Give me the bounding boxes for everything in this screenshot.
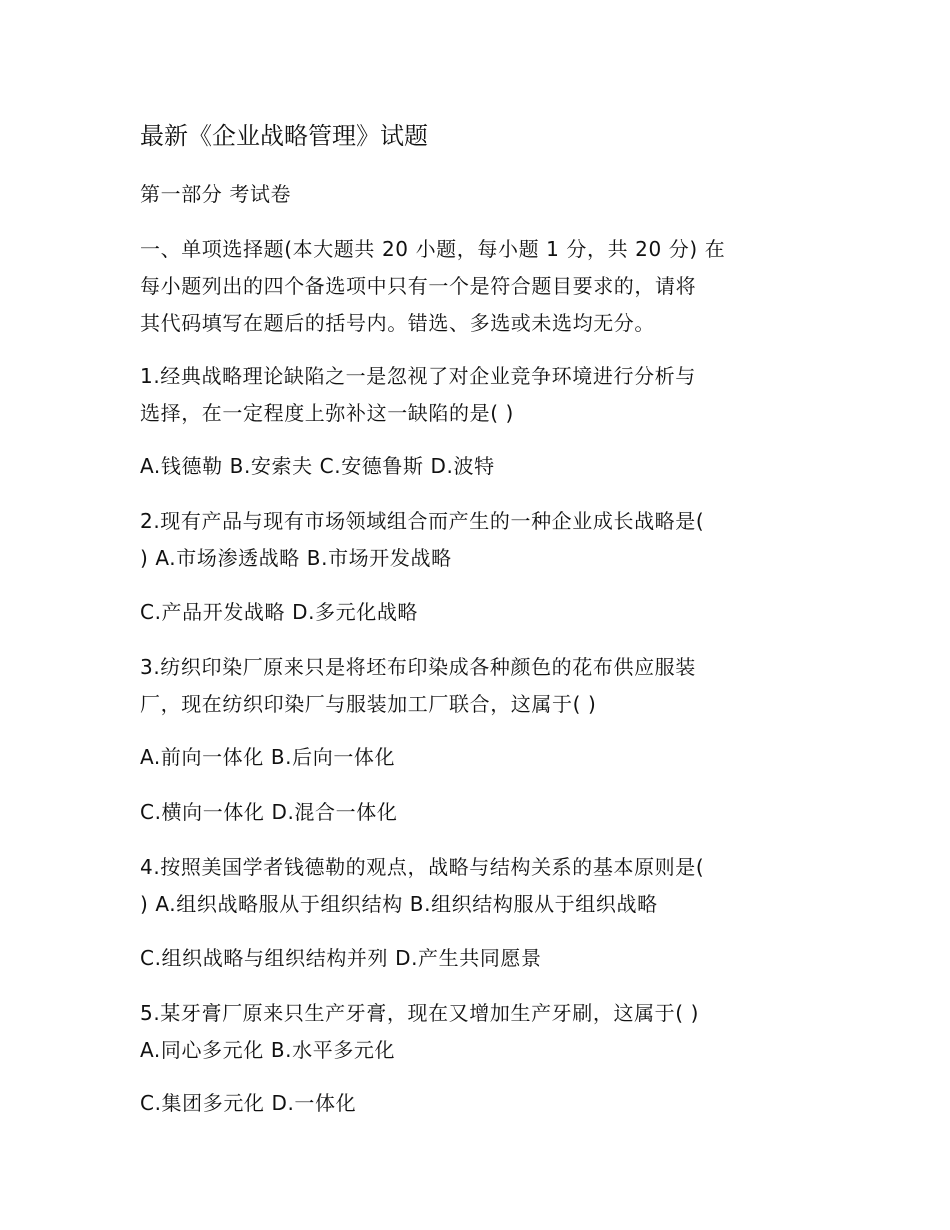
instructions-line: 每小题列出的四个备选项中只有一个是符合题目要求的，请将	[140, 274, 697, 298]
question-1-options	[140, 448, 820, 485]
question-3-options-b	[140, 794, 820, 831]
question-3	[140, 649, 820, 723]
options-line: C.横向一体化 D.混合一体化	[140, 800, 398, 824]
question-line: ) A.市场渗透战略 B.市场开发战略	[140, 546, 452, 570]
instructions-line: 其代码填写在题后的括号内。错选、多选或未选均无分。	[140, 311, 655, 335]
question-1	[140, 358, 820, 432]
section-heading-text: 第一部分 考试卷	[140, 182, 292, 206]
options-line: A.钱德勒 B.安索夫 C.安德鲁斯 D.波特	[140, 454, 495, 478]
question-line: A.同心多元化 B.水平多元化	[140, 1038, 396, 1062]
question-5-options	[140, 1085, 820, 1122]
question-line: 厂，现在纺织印染厂与服装加工厂联合，这属于( )	[140, 692, 597, 716]
options-line: C.集团多元化 D.一体化	[140, 1091, 357, 1115]
question-line: 5.某牙膏厂原来只生产牙膏，现在又增加生产牙刷，这属于( )	[140, 1001, 700, 1025]
options-line: A.前向一体化 B.后向一体化	[140, 745, 396, 769]
instructions-line: 一、单项选择题(本大题共 20 小题，每小题 1 分，共 20 分) 在	[140, 237, 726, 261]
instructions-paragraph	[140, 231, 820, 342]
question-2	[140, 503, 820, 577]
question-line: 1.经典战略理论缺陷之一是忽视了对企业竞争环境进行分析与	[140, 364, 696, 388]
section-heading	[140, 176, 820, 213]
question-line: ) A.组织战略服从于组织结构 B.组织结构服从于组织战略	[140, 892, 658, 916]
question-4-options	[140, 940, 820, 977]
question-line: 4.按照美国学者钱德勒的观点，战略与结构关系的基本原则是(	[140, 855, 705, 879]
question-2-options	[140, 594, 820, 631]
question-line: 选择，在一定程度上弥补这一缺陷的是( )	[140, 401, 514, 425]
question-line: 3.纺织印染厂原来只是将坯布印染成各种颜色的花布供应服装	[140, 655, 696, 679]
options-line: C.组织战略与组织结构并列 D.产生共同愿景	[140, 946, 542, 970]
document-title: 最新《企业战略管理》试题	[140, 122, 428, 150]
question-3-options-a	[140, 739, 820, 776]
options-line: C.产品开发战略 D.多元化战略	[140, 600, 419, 624]
question-line: 2.现有产品与现有市场领域组合而产生的一种企业成长战略是(	[140, 509, 705, 533]
question-5	[140, 995, 820, 1069]
question-4	[140, 849, 820, 923]
